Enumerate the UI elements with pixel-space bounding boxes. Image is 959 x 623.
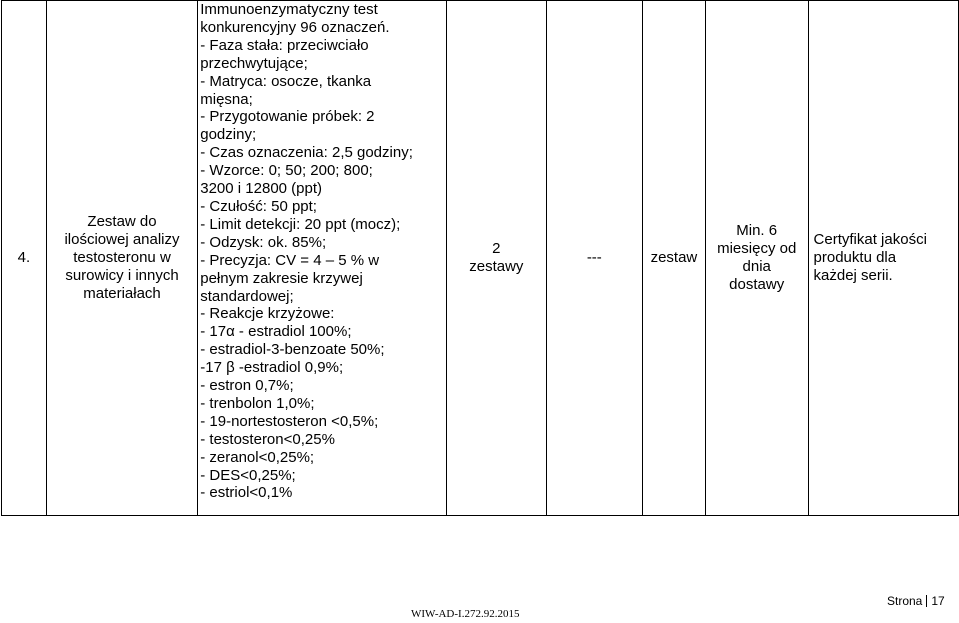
description-line: -17 β -estradiol 0,9%; <box>200 359 344 377</box>
certificate-line: produktu dla <box>813 249 897 267</box>
description-line: - Faza stała: przeciwciało <box>200 36 369 54</box>
certificate-cell <box>808 1 958 516</box>
certificate-line: każdej serii. <box>813 266 893 284</box>
description-line: - Wzorce: 0; 50; 200; 800; <box>200 162 373 180</box>
description-line: - DES<0,25%; <box>200 466 296 484</box>
description-line: - Odzysk: ok. 85%; <box>200 233 327 251</box>
description-line: - Przygotowanie próbek: 2 <box>200 108 375 126</box>
description-line: konkurencyjny 96 oznaczeń. <box>200 18 390 36</box>
description-line: - trenbolon 1,0%; <box>200 394 315 412</box>
description-line: - 19-nortestosteron <0,5%; <box>200 412 379 430</box>
description-line: - estradiol-3-benzoate 50%; <box>200 341 385 359</box>
validity-line: Min. 6 <box>736 222 778 240</box>
validity-line: dnia <box>742 258 771 275</box>
description-line: godziny; <box>200 126 257 144</box>
validity-line: miesięcy od <box>717 240 797 258</box>
quantity-unit: zestawy <box>469 258 524 275</box>
description-line: przechwytujące; <box>200 54 308 72</box>
description-line: - estron 0,7%; <box>200 377 294 395</box>
description-line: mięsna; <box>200 90 253 108</box>
validity-line: dostawy <box>729 275 785 293</box>
product-name-line: Zestaw do <box>87 213 157 231</box>
product-name-line: surowicy i innych <box>65 266 179 284</box>
table-row <box>2 1 959 516</box>
product-name-line: testosteronu w <box>73 249 171 267</box>
description-line: - Reakcje krzyżowe: <box>200 305 335 323</box>
certificate-line: Certyfikat jakości <box>813 231 927 249</box>
quantity-cell <box>447 1 547 516</box>
description-line: - zeranol<0,25%; <box>200 448 315 466</box>
product-name-line: ilościowej analizy <box>64 231 180 249</box>
description-line: - Czułość: 50 ppt; <box>200 197 317 215</box>
product-name-cell <box>46 1 197 516</box>
description-line: standardowej; <box>200 287 294 305</box>
page-word: Strona <box>887 594 923 608</box>
description-line: pełnym zakresie krzywej <box>200 269 363 287</box>
row-number-cell <box>2 1 47 516</box>
page-separator <box>926 595 927 607</box>
description-line: - 17α - estradiol 100%; <box>200 323 352 341</box>
product-name-line: materiałach <box>83 284 161 302</box>
specification-table <box>1 0 959 516</box>
unit-label: zestaw <box>650 249 698 267</box>
row-number: 4. <box>17 249 31 267</box>
description-line: - Precyzja: CV = 4 – 5 % w <box>200 251 380 269</box>
description-line: - Czas oznaczenia: 2,5 godziny; <box>200 144 413 162</box>
document-code: WIW-AD-I.272.92.2015 <box>411 608 520 620</box>
validity-cell <box>705 1 808 516</box>
description-line: - estriol<0,1% <box>200 484 293 502</box>
page-number-label <box>887 594 945 608</box>
description-line: - Matryca: osocze, tkanka <box>200 72 372 90</box>
empty-value-dash: --- <box>586 249 602 267</box>
page-number: 17 <box>931 594 945 608</box>
description-line: Immunoenzymatyczny test <box>200 1 378 18</box>
description-line: - testosteron<0,25% <box>200 430 335 448</box>
description-cell <box>198 1 447 516</box>
empty-value-cell <box>546 1 642 516</box>
quantity-value: 2 <box>492 240 501 258</box>
unit-cell <box>642 1 705 516</box>
description-line: - Limit detekcji: 20 ppt (mocz); <box>200 215 401 233</box>
description-line: 3200 i 12800 (ppt) <box>200 180 323 198</box>
